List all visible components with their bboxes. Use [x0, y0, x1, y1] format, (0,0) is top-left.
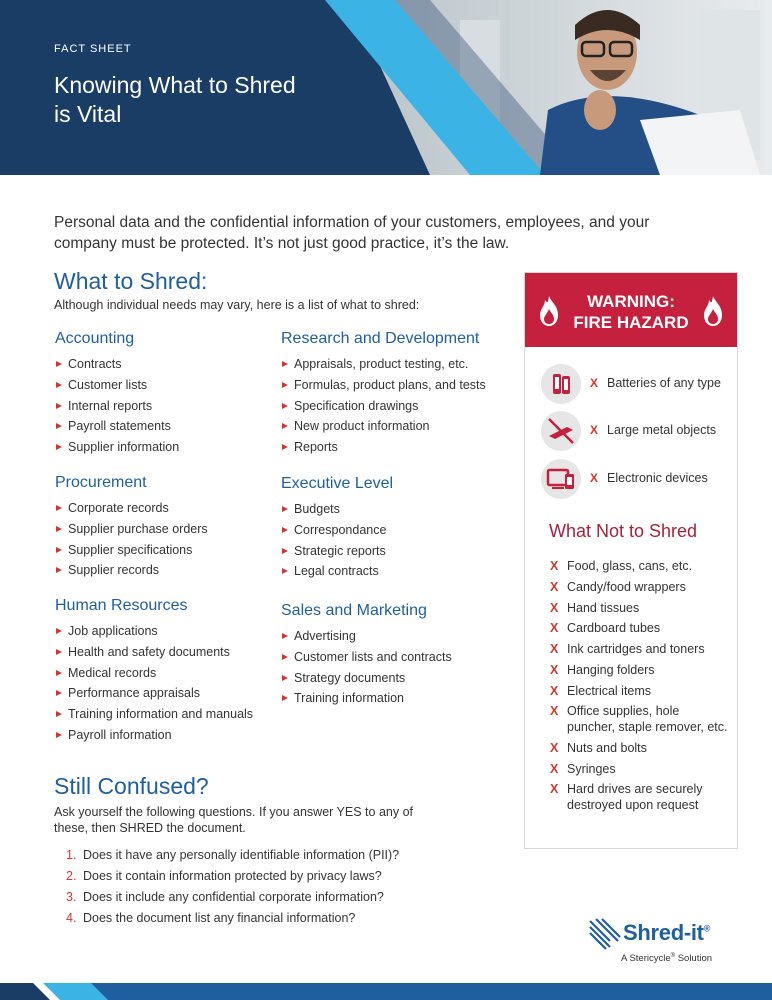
- x-mark: X: [550, 740, 559, 755]
- footer-band: [0, 980, 772, 1000]
- list-item: Budgets: [281, 499, 393, 520]
- metal-object-icon: [541, 411, 581, 451]
- warning-sidebar: [524, 272, 738, 849]
- list-item: Correspondance: [281, 520, 393, 541]
- logo-tagline: [621, 953, 712, 964]
- warning-title: [555, 291, 707, 333]
- list-item: Reports: [281, 437, 486, 458]
- fire-hazard-label: Batteries of any type: [607, 376, 721, 390]
- list-item-text: Hanging folders: [567, 662, 655, 677]
- list-item-text: Office supplies, hole puncher, staple remover, etc.: [567, 704, 728, 735]
- x-mark: X: [550, 579, 559, 594]
- question-number: 2.: [66, 869, 77, 883]
- question-item: [66, 845, 399, 866]
- logo-wordmark: [623, 920, 710, 946]
- list-item: Corporate records: [55, 498, 208, 519]
- list-item: Advertising: [281, 626, 452, 647]
- x-mark: X: [590, 471, 599, 485]
- intro-paragraph: Personal data and the confidential information of your customers, employees, and your company must be protected. It’s not just good practice, it’s the law.: [54, 214, 650, 252]
- category-title: Sales and Marketing: [281, 602, 427, 619]
- x-mark: X: [550, 683, 559, 698]
- list-item: Supplier information: [55, 437, 179, 458]
- shred-it-logo: [588, 917, 728, 967]
- list-item: Legal contracts: [281, 561, 393, 582]
- registered-mark: ®: [703, 923, 711, 934]
- list-item: Performance appraisals: [55, 683, 253, 704]
- warning-banner: [525, 273, 737, 347]
- x-mark: X: [590, 376, 599, 390]
- category-accounting: [55, 330, 179, 458]
- what-to-shred-subtitle: Although individual needs may vary, here is a list of what to shred:: [54, 298, 420, 312]
- list-item-text: Candy/food wrappers: [567, 579, 686, 594]
- category-title: Executive Level: [281, 475, 394, 492]
- list-item-text: Electrical items: [567, 683, 652, 698]
- list-item: Internal reports: [55, 396, 179, 417]
- list-item: [550, 580, 730, 596]
- list-item-text: Cardboard tubes: [567, 621, 661, 636]
- question-item: [66, 908, 399, 929]
- category-procurement: [55, 474, 208, 581]
- x-mark: X: [550, 782, 559, 797]
- still-confused-subtitle: Ask yourself the following questions. If you answer YES to any of these, then SHRED the document.: [54, 805, 413, 835]
- warning-line-1: WARNING:: [587, 292, 675, 311]
- category-sales-marketing: [281, 602, 452, 709]
- logo-tagline-b: Solution: [675, 953, 713, 965]
- list-item: [550, 762, 730, 778]
- list-item: Training information: [281, 688, 452, 709]
- x-mark: X: [550, 559, 559, 573]
- list-item: Strategic reports: [281, 541, 393, 562]
- x-mark: X: [550, 761, 559, 776]
- x-mark: X: [590, 423, 599, 437]
- header-banner: [0, 0, 772, 175]
- list-item: Appraisals, product testing, etc.: [281, 354, 486, 375]
- question-item: [66, 866, 399, 887]
- list-item: Formulas, product plans, and tests: [281, 375, 486, 396]
- list-item: Training information and manuals: [55, 704, 253, 725]
- question-item: [66, 887, 399, 908]
- question-text: Does the document list any financial information?: [83, 911, 356, 925]
- list-item: Payroll information: [55, 725, 253, 746]
- list-item: Strategy documents: [281, 668, 452, 689]
- list-item: [550, 704, 730, 735]
- question-number: 3.: [66, 890, 77, 904]
- list-item: Customer lists: [55, 375, 179, 396]
- category-title: Human Resources: [55, 597, 188, 614]
- battery-icon: [541, 364, 581, 404]
- category-title: Procurement: [55, 474, 147, 491]
- what-not-to-shred-list: [550, 559, 730, 819]
- list-item-text: Hand tissues: [567, 600, 640, 615]
- electronic-device-icon: [541, 459, 581, 499]
- question-text: Does it contain information protected by privacy laws?: [83, 869, 382, 883]
- warning-line-2: FIRE HAZARD: [573, 313, 689, 332]
- list-item: [550, 601, 730, 617]
- fact-sheet-label: FACT SHEET: [54, 43, 132, 55]
- list-item-text: Syringes: [567, 761, 616, 776]
- fire-hazard-label: Electronic devices: [607, 471, 708, 485]
- category-executive-level: [281, 475, 393, 582]
- list-item: Health and safety documents: [55, 642, 253, 663]
- fire-hazard-item: [541, 411, 731, 451]
- what-not-to-shred-title: What Not to Shred: [549, 521, 698, 541]
- flame-icon: [702, 295, 724, 327]
- x-mark: X: [550, 642, 559, 657]
- list-item: Supplier specifications: [55, 540, 208, 561]
- registered-mark: ®: [670, 953, 676, 959]
- fire-hazard-item: [541, 364, 731, 404]
- list-item: Medical records: [55, 663, 253, 684]
- category-title: Accounting: [55, 330, 135, 347]
- x-mark: X: [550, 600, 559, 615]
- question-number: 4.: [66, 911, 77, 925]
- list-item: [550, 684, 730, 700]
- category-research-development: [281, 330, 486, 458]
- logo-tagline-a: A Stericycle: [621, 953, 671, 965]
- page-title: Knowing What to Shred is Vital: [54, 72, 296, 127]
- category-title: Research and Development: [281, 330, 480, 347]
- list-item-text: Ink cartridges and toners: [567, 642, 705, 657]
- x-mark: X: [550, 662, 559, 677]
- list-item: [550, 621, 730, 637]
- shred-it-mark-icon: [588, 917, 622, 951]
- still-confused-title: Still Confused?: [54, 773, 209, 799]
- list-item: Specification drawings: [281, 396, 486, 417]
- list-item-text: Nuts and bolts: [567, 740, 647, 755]
- x-mark: X: [550, 704, 559, 719]
- list-item: Supplier purchase orders: [55, 519, 208, 540]
- question-number: 1.: [66, 848, 77, 862]
- x-mark: X: [550, 621, 559, 636]
- question-text: Does it include any confidential corporate information?: [83, 890, 384, 904]
- fire-hazard-label: Large metal objects: [607, 423, 717, 437]
- list-item-text: Hard drives are securely destroyed upon request: [567, 782, 703, 812]
- question-list: [66, 845, 399, 929]
- fire-hazard-item: [541, 459, 731, 499]
- list-item: [550, 663, 730, 679]
- list-item: Payroll statements: [55, 416, 179, 437]
- list-item: Job applications: [55, 621, 253, 642]
- list-item: Contracts: [55, 354, 179, 375]
- question-text: Does it have any personally identifiable information (PII)?: [83, 848, 400, 862]
- list-item: [550, 782, 730, 813]
- list-item: Customer lists and contracts: [281, 647, 452, 668]
- list-item: Supplier records: [55, 560, 208, 581]
- logo-name: Shred-it: [623, 920, 704, 945]
- list-item: [550, 642, 730, 658]
- list-item: [550, 741, 730, 757]
- list-item: [550, 559, 730, 575]
- what-to-shred-title: What to Shred:: [54, 268, 208, 294]
- category-human-resources: [55, 597, 253, 746]
- list-item-text: Food, glass, cans, etc.: [567, 559, 693, 573]
- list-item: New product information: [281, 416, 486, 437]
